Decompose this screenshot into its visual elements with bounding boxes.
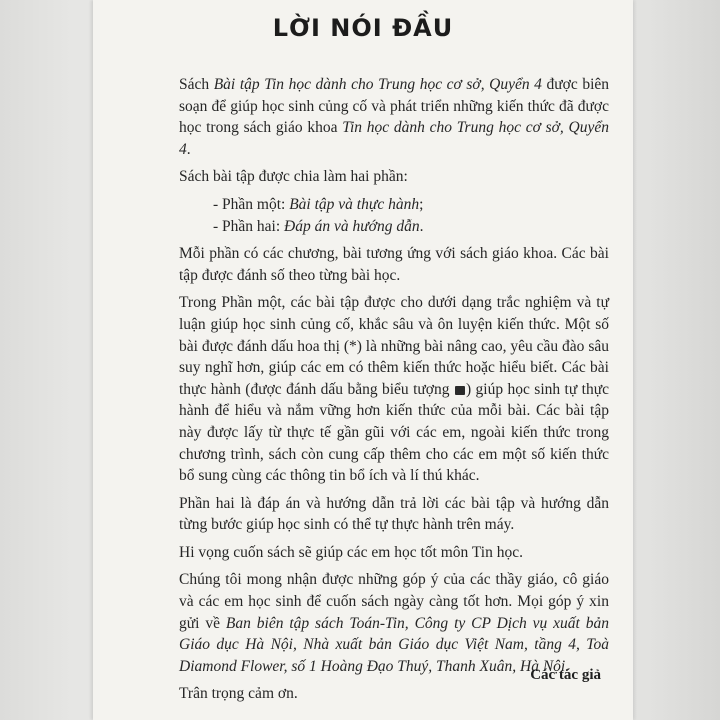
preface-body xyxy=(179,74,609,711)
list-italic: Đáp án và hướng dẫn xyxy=(284,217,420,235)
list-item-part-two xyxy=(213,216,609,238)
text-run: Chúng tôi mong nhận được những góp ý của các thầy giáo, cô giáo và các em học sinh để cuốn sách ngày càng tốt hơn. Mọi góp ý xin gửi về xyxy=(179,571,609,632)
text-run: Trong Phần một, các bài tập được cho dưới dạng trắc nghiệm và tự luận giúp học sinh củng cố, khắc sâu và ôn luyện kiến thức. Một số bài được đánh dấu hoa thị (*) là những bài nâng cao, yêu cầu đào sâu suy nghĩ hơn, giúp các em có thêm kiến thức hoặc hiểu biết. Các bài thực hành (được đánh dấu bằng biểu tượng xyxy=(179,294,609,398)
text-run: ) giúp học sinh tự thực hành để hiểu và nắm vững hơn kiến thức của mỗi bài. Các bài tập này được lấy từ thực tế gần gũi với các em, ngoài kiến thức trong chương trình, sách còn cung cấp thêm cho các em một số kiến thức bổ sung cùng các thông tin bổ ích và lí thú khác. xyxy=(179,380,610,485)
practice-computer-icon xyxy=(455,386,465,395)
list-item-part-one xyxy=(213,194,609,216)
paragraph-structure: Sách bài tập được chia làm hai phần: xyxy=(179,168,408,186)
list-prefix: - Phần một: xyxy=(213,195,290,213)
paragraph-part-one xyxy=(179,292,609,486)
paragraph-chapters: Mỗi phần có các chương, bài tương ứng với sách giáo khoa. Các bài tập được đánh số theo từng bài học. xyxy=(179,245,609,284)
list-italic: Bài tập và thực hành xyxy=(289,195,420,213)
paragraph-part-two: Phần hai là đáp án và hướng dẫn trả lời các bài tập và hướng dẫn từng bước giúp học sinh có thể tự thực hành trên máy. xyxy=(179,494,609,534)
book-title-italic: Bài tập Tin học dành cho Trung học cơ sở, Quyển 4 xyxy=(213,76,542,93)
contact-address-italic: Ban biên tập sách Toán-Tin, Công ty CP Dịch vụ xuất bản Giáo dục Hà Nội, Nhà xuất bản Giáo dục Việt Nam, tầng 4, Toà Diamond Flower, số 1 Hoàng Đạo Thuý, Thanh Xuân, Hà Nội. xyxy=(179,614,609,675)
paragraph-feedback xyxy=(179,569,609,677)
page-title: LỜI NÓI ĐẦU xyxy=(272,14,454,42)
list-suffix: ; xyxy=(419,195,424,213)
text-run: được biên soạn để giúp học sinh củng cố và phát triển những kiến thức đã được học trong sách giáo khoa xyxy=(179,76,610,137)
paragraph-intro xyxy=(179,74,609,160)
parts-list xyxy=(179,194,609,237)
list-prefix: - Phần hai: xyxy=(213,217,285,235)
text-run: . xyxy=(186,140,191,158)
text-run: Sách xyxy=(179,76,214,93)
textbook-title-italic: Tin học dành cho Trung học cơ sở, Quyển 4 xyxy=(179,119,609,158)
list-suffix: . xyxy=(419,217,424,235)
paragraph-thanks: Trân trọng cảm ơn. xyxy=(179,685,298,703)
signature: Các tác giả xyxy=(530,667,601,683)
book-page xyxy=(93,0,633,720)
paragraph-hope: Hi vọng cuốn sách sẽ giúp các em học tốt môn Tin học. xyxy=(179,543,523,561)
